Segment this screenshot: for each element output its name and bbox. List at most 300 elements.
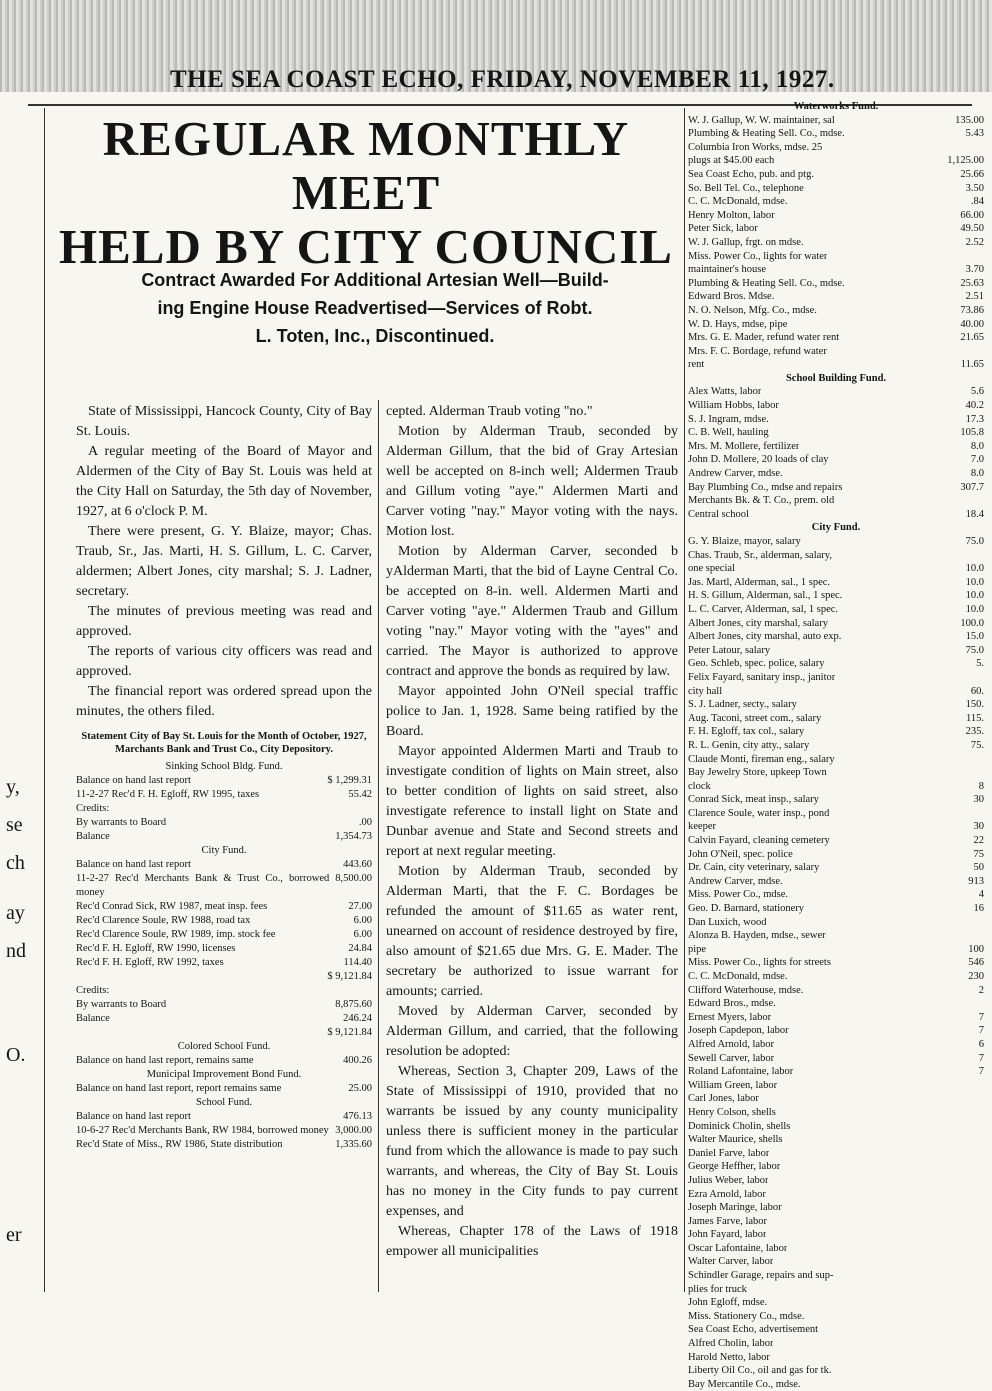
warrant-payee: Dan Luxich, wood [688, 916, 767, 928]
warrant-row [688, 698, 984, 712]
statement-row [76, 984, 372, 998]
warrant-row [688, 603, 984, 617]
statement-item: Balance on hand last report [76, 775, 191, 786]
warrant-row [688, 250, 984, 264]
warrant-amount: 15.0 [965, 631, 984, 643]
warrant-payee: L. C. Carver, Alderman, sal, 1 spec. [688, 603, 839, 615]
paragraph: A regular meeting of the Board of Mayor and Aldermen of the City of Bay St. Louis was held at the City Hall on Saturday, the 5th day of November, 1927, at 6 o'clock P. M. [76, 444, 372, 519]
warrant-payee: Walter Carver, labor [688, 1256, 774, 1268]
statement-amount: 1,335.60 [335, 1139, 372, 1150]
statement-amount: 246.24 [343, 1013, 372, 1024]
warrant-amount: 8.0 [970, 468, 984, 480]
statement-title: Statement City of Bay St. Louis for the Month of October, 1927, Marchants Bank and Trust Co., City Depository. [81, 731, 367, 755]
warrant-payee: Miss. Stationery Co., mdse. [688, 1310, 805, 1322]
warrant-payee: Miss. Power Co., mdse. [688, 889, 789, 901]
statement-row [76, 872, 372, 900]
warrant-row [688, 1215, 984, 1229]
warrant-row [688, 1065, 984, 1079]
statement-row [76, 970, 372, 984]
warrant-amount: .84 [970, 196, 984, 208]
warrant-amount: 3.50 [965, 182, 984, 194]
warrant-row [688, 1011, 984, 1025]
statement-amount: 114.40 [343, 957, 372, 968]
warrant-payee: Mrs. G. E. Mader, refund water rent [688, 332, 840, 344]
column-rule-left [44, 108, 45, 1292]
statement-row [76, 858, 372, 872]
warrant-payee: Merchants Bk. & T. Co., prem. old [688, 495, 835, 507]
left-fragment: O. [6, 1044, 26, 1066]
warrant-row [688, 1310, 984, 1324]
warrant-amount: 10.0 [965, 590, 984, 602]
warrant-amount: 30 [973, 794, 984, 806]
statement-item: Balance on hand last report, remains same [76, 1055, 254, 1066]
warrant-row [688, 263, 984, 277]
warrant-payee: Roland Lafontaine, labor [688, 1066, 794, 1078]
warrant-amount: 115. [966, 712, 984, 724]
warrant-payee: R. L. Genin, city atty., salary [688, 739, 810, 751]
warrant-row [688, 766, 984, 780]
warrant-row [688, 725, 984, 739]
headline [52, 112, 680, 274]
warrant-payee: James Farve, labor [688, 1215, 768, 1227]
warrant-amount: 5. [976, 658, 984, 670]
warrant-row [688, 168, 984, 182]
warrant-amount: 21.65 [960, 332, 984, 344]
warrant-payee: Felix Fayard, sanitary insp., janitor [688, 671, 836, 683]
statement-item: Rec'd Conrad Sick, RW 1987, meat insp. fees [76, 901, 268, 912]
warrant-payee: Peter Latour, salary [688, 644, 771, 656]
warrant-payee: Aug. Taconi, street com., salary [688, 712, 822, 724]
statement-row [76, 1012, 372, 1026]
article-column-1 [76, 402, 372, 1152]
warrant-payee: W. D. Hays, mdse, pipe [688, 318, 788, 330]
warrant-amount: 11.65 [960, 359, 984, 371]
warrant-payee: S. J. Ladner, secty., salary [688, 699, 797, 711]
warrant-row [688, 535, 984, 549]
warrant-payee: Ernest Myers, labor [688, 1011, 772, 1023]
warrant-amount: 75. [970, 739, 984, 751]
statement-row [76, 914, 372, 928]
warrant-row [688, 1147, 984, 1161]
left-fragment: ch [6, 852, 25, 874]
warrant-payee: Bay Mercantile Co., mdse. [688, 1378, 801, 1390]
subhead-line-2: ing Engine House Readvertised—Services of Robt. [157, 298, 593, 318]
warrant-row [688, 141, 984, 155]
statement-row [76, 1110, 372, 1124]
statement-amount: $ 1,299.31 [327, 775, 372, 786]
warrant-amount: 913 [968, 875, 984, 887]
warrant-payee: S. J. Ingram, mdse. [688, 413, 769, 425]
warrant-amount: 135.00 [955, 114, 984, 126]
warrant-row [688, 1174, 984, 1188]
statement-item [76, 970, 327, 984]
warrant-amount: 30 [973, 821, 984, 833]
warrant-payee: Daniel Farve, labor [688, 1147, 770, 1159]
statement-item: By warrants to Board [76, 817, 167, 828]
statement-item: Balance [76, 1013, 110, 1024]
fund-heading: School Fund. [195, 1097, 252, 1108]
warrant-payee: Ezra Arnold, labor [688, 1188, 766, 1200]
statement-amount: 476.13 [343, 1111, 372, 1122]
warrant-payee: John Fayard, labor [688, 1229, 767, 1241]
warrant-row [688, 888, 984, 902]
warrant-row [688, 399, 984, 413]
article-column-2 [386, 402, 678, 1262]
warrant-row [688, 385, 984, 399]
column-1-paragraphs [76, 402, 372, 722]
warrant-row [688, 440, 984, 454]
warrant-payee: Mrs. F. C. Bordage, refund water [688, 345, 827, 357]
warrant-row [688, 1283, 984, 1297]
statement-amount: 6.00 [353, 929, 372, 940]
statement-row [76, 900, 372, 914]
warrant-row [688, 481, 984, 495]
warrant-payee: Albert Jones, city marshal, auto exp. [688, 631, 842, 643]
warrant-payee: Liberty Oil Co., oil and gas for tk. [688, 1365, 832, 1377]
warrant-payee: Dominick Cholin, shells [688, 1120, 791, 1132]
warrant-payee: clock [688, 780, 711, 792]
warrant-row [688, 1378, 984, 1391]
subhead-line-3: L. Toten, Inc., Discontinued. [255, 326, 495, 346]
statement-item: Rec'd State of Miss., RW 1986, State distribution [76, 1139, 283, 1150]
warrant-row [688, 807, 984, 821]
warrant-amount: 2.52 [965, 236, 984, 248]
warrant-payee: Andrew Carver, mdse. [688, 875, 783, 887]
warrant-payee: one special [688, 563, 735, 575]
warrant-payee: So. Bell Tel. Co., telephone [688, 182, 804, 194]
warrant-amount: 10.0 [965, 576, 984, 588]
warrant-payee: Walter Maurice, shells [688, 1134, 783, 1146]
warrant-row [688, 467, 984, 481]
warrant-row [688, 956, 984, 970]
warrant-row [688, 1364, 984, 1378]
paragraph: The reports of various city officers was read and approved. [76, 644, 372, 679]
statement-item: Balance on hand last report, report remains same [76, 1083, 282, 1094]
warrant-row [688, 753, 984, 767]
warrant-amount: 1,125.00 [947, 155, 984, 167]
warrant-row [688, 236, 984, 250]
fund-heading: School Building Fund. [785, 372, 887, 384]
warrant-row [688, 1255, 984, 1269]
warrant-payee: plies for truck [688, 1283, 747, 1295]
warrant-payee: Mrs. M. Mollere, fertilizer [688, 440, 800, 452]
warrant-row [688, 508, 984, 522]
warrant-amount: 10.0 [965, 563, 984, 575]
warrant-row [688, 345, 984, 359]
warrant-row [688, 739, 984, 753]
warrant-amount: 6 [978, 1038, 984, 1050]
warrant-amount: 230 [968, 971, 984, 982]
warrants-column [688, 100, 984, 1391]
warrant-payee: Bay Plumbing Co., mdse and repairs [688, 481, 843, 493]
statement-row [76, 998, 372, 1012]
warrant-row [688, 1024, 984, 1038]
warrant-payee: William Hobbs, labor [688, 400, 779, 412]
warrant-row [688, 1242, 984, 1256]
paragraph: The financial report was ordered spread upon the minutes, the others filed. [76, 684, 372, 719]
warrant-row [688, 780, 984, 794]
newspaper-masthead: THE SEA COAST ECHO, FRIDAY, NOVEMBER 11, 1927. [170, 66, 835, 93]
warrant-payee: Bay Jewelry Store, upkeep Town [688, 767, 827, 779]
warrant-row [688, 127, 984, 141]
warrant-row [688, 671, 984, 685]
warrant-payee: Alfred Cholin, labor [688, 1338, 774, 1350]
warrant-payee: Miss. Power Co., lights for streets [688, 957, 831, 969]
warrant-amount: 8 [978, 780, 984, 792]
warrant-payee: Clifford Waterhouse, mdse. [688, 984, 804, 996]
fund-heading: Sinking School Bldg. Fund. [165, 761, 283, 772]
warrant-row [688, 562, 984, 576]
warrant-payee: Clarence Soule, water insp., pond [688, 807, 830, 819]
warrant-payee: Albert Jones, city marshal, salary [688, 617, 828, 629]
warrant-row [688, 114, 984, 128]
left-fragment: y, [6, 776, 20, 798]
warrant-row [688, 290, 984, 304]
warrant-row [688, 1296, 984, 1310]
warrant-payee: Plumbing & Heating Sell. Co., mdse. [688, 128, 845, 140]
statement-amount: 8,500.00 [335, 873, 372, 884]
warrant-row [688, 1323, 984, 1337]
warrant-amount: 307.7 [960, 481, 984, 493]
warrant-payee: Andrew Carver, mdse. [688, 468, 783, 480]
warrant-row [688, 331, 984, 345]
warrant-row [688, 413, 984, 427]
statement-row [76, 956, 372, 970]
warrant-row [688, 984, 984, 998]
warrant-row [688, 195, 984, 209]
left-fragment: se [6, 814, 23, 836]
paragraph: Motion by Alderman Traub, seconded by Alderman Gillum, that the bid of Gray Artesian well be accepted on 8-inch well; Aldermen Traub and Gillum voting "aye." Aldermen Marti and Carver voting "nay." Mayor voting with the nays. Motion lost. [386, 424, 678, 539]
warrant-row [688, 902, 984, 916]
warrant-amount: 7 [978, 1025, 984, 1037]
warrant-amount: 150. [965, 699, 984, 711]
statement-item: Balance on hand last report [76, 859, 191, 870]
warrant-amount: 7.0 [970, 454, 984, 466]
statement-row [76, 1124, 372, 1138]
warrant-payee: Geo. D. Barnard, stationery [688, 903, 805, 915]
warrant-amount: 60. [970, 685, 984, 697]
warrant-payee: John O'Neil, spec. police [688, 848, 793, 860]
warrant-payee: Oscar Lafontaine, labor [688, 1242, 788, 1254]
paragraph: State of Mississippi, Hancock County, City of Bay St. Louis. [76, 404, 372, 439]
warrant-row [688, 657, 984, 671]
warrant-amount: 75.0 [965, 644, 984, 656]
warrant-payee: Schindler Garage, repairs and sup- [688, 1270, 834, 1282]
warrant-row [688, 848, 984, 862]
statement-row [76, 1054, 372, 1068]
statement-item: Rec'd Clarence Soule, RW 1989, imp. stock fee [76, 929, 276, 940]
warrant-amount: 4 [978, 889, 984, 901]
left-fragment: nd [6, 940, 26, 962]
statement-amount: 3,000.00 [335, 1125, 372, 1136]
statement-amount: 55.42 [348, 789, 372, 800]
warrant-payee: pipe [688, 943, 707, 955]
statement-row [76, 1138, 372, 1152]
warrant-payee: G. Y. Blaize, mayor, salary [688, 536, 801, 547]
statement-row [76, 1026, 372, 1040]
warrant-payee: plugs at $45.00 each [688, 155, 775, 167]
warrant-payee: Chas. Traub, Sr., alderman, salary, [688, 549, 832, 561]
warrant-amount: 5.6 [970, 386, 984, 398]
warrant-payee: Columbia Iron Works, mdse. 25 [688, 141, 823, 153]
warrant-payee: Harold Netto, labor [688, 1351, 770, 1363]
statement-amount: 400.26 [343, 1055, 372, 1066]
warrant-row [688, 453, 984, 467]
statement-row [76, 1082, 372, 1096]
warrant-row [688, 1351, 984, 1365]
warrant-payee: Julius Weber, labor [688, 1174, 769, 1186]
statement-row [76, 816, 372, 830]
left-fragment: er [6, 1224, 22, 1246]
warrant-payee: H. S. Gillum, Alderman, sal., 1 spec. [688, 590, 843, 602]
warrant-row [688, 1337, 984, 1351]
warrant-payee: Central school [688, 508, 749, 520]
warrant-amount: 17.3 [965, 413, 984, 425]
warrant-payee: F. H. Egloff, tax col., salary [688, 726, 805, 738]
statement-item: Credits: [76, 803, 110, 814]
warrant-amount: 2 [978, 984, 984, 996]
warrant-row [688, 1188, 984, 1202]
column-2-paragraphs [386, 402, 678, 1262]
warrant-amount: 235. [965, 726, 984, 738]
warrant-payee: Alfred Arnold, labor [688, 1038, 775, 1050]
subhead-line-1: Contract Awarded For Additional Artesian Well—Build- [141, 270, 609, 290]
statement-amount: $ 9,121.84 [327, 1027, 372, 1038]
warrant-payee: George Heffher, labor [688, 1161, 781, 1173]
warrant-row [688, 426, 984, 440]
warrant-row [688, 916, 984, 930]
warrant-row [688, 549, 984, 563]
warrant-payee: keeper [688, 821, 716, 833]
warrant-payee: John D. Mollere, 20 loads of clay [688, 454, 829, 466]
statement-item: Rec'd F. H. Egloff, RW 1992, taxes [76, 957, 224, 968]
warrant-amount: 22 [973, 835, 984, 847]
warrant-row [688, 1201, 984, 1215]
statement-amount: 6.00 [353, 915, 372, 926]
warrant-amount: 66.00 [960, 209, 984, 221]
warrant-amount: 25.66 [960, 168, 984, 180]
warrant-amount: 49.50 [960, 223, 984, 235]
paragraph: cepted. Alderman Traub voting "no." [386, 404, 593, 419]
warrant-row [688, 318, 984, 332]
warrant-payee: city hall [688, 685, 723, 697]
statement-amount: 27.00 [348, 901, 372, 912]
warrant-payee: C. B. Well, hauling [688, 427, 769, 439]
warrant-amount: 7 [978, 1066, 984, 1078]
statement-row [76, 942, 372, 956]
statement-amount: 1,354.73 [335, 831, 372, 842]
warrant-amount: 2.51 [965, 291, 984, 303]
statement-amount: 8,875.60 [335, 999, 372, 1010]
warrant-payee: Geo. Schleb, spec. police, salary [688, 658, 825, 670]
warrant-payee: Edward Bros. Mdse. [688, 291, 775, 303]
warrant-payee: maintainer's house [688, 264, 766, 276]
column-rule-1 [378, 400, 379, 1292]
warrant-row [688, 630, 984, 644]
warrant-payee: Sea Coast Echo, advertisement [688, 1324, 819, 1336]
warrant-row [688, 182, 984, 196]
warrant-row [688, 222, 984, 236]
statement-item: Rec'd F. H. Egloff, RW 1990, licenses [76, 943, 236, 954]
warrant-payee: Claude Monti, fireman eng., salary [688, 753, 835, 765]
warrant-row [688, 929, 984, 943]
warrant-payee: W. J. Gallup, frgt. on mdse. [688, 236, 804, 248]
financial-statement [76, 760, 372, 1152]
warrant-row [688, 358, 984, 372]
warrant-amount: 16 [973, 903, 984, 915]
warrant-amount: 100 [968, 943, 984, 955]
warrant-amount: 3.70 [965, 264, 984, 276]
warrant-row [688, 644, 984, 658]
statement-row [76, 802, 372, 816]
statement-row [76, 788, 372, 802]
warrant-payee: Joseph Maringe, labor [688, 1202, 782, 1214]
warrant-row [688, 943, 984, 957]
warrant-amount: 75.0 [965, 536, 984, 547]
statement-amount: 24.84 [348, 943, 372, 954]
warrant-amount: 5.43 [965, 128, 984, 140]
fund-heading: Waterworks Fund. [793, 101, 879, 112]
warrant-amount: 100.0 [960, 617, 984, 629]
warrant-row [688, 1120, 984, 1134]
subheadline [50, 266, 700, 350]
warrant-row [688, 304, 984, 318]
warrant-payee: Sewell Carver, labor [688, 1052, 775, 1064]
warrant-row [688, 576, 984, 590]
warrant-row [688, 1092, 984, 1106]
paragraph: Mayor appointed Aldermen Marti and Traub to investigate condition of lights on Main street, also to better condition of lights on said street, also investigate reference to install light on State and Dunbar avenue and State and Second streets and report at next regular meeting. [386, 744, 678, 859]
warrant-payee: William Green, labor [688, 1079, 778, 1091]
warrant-amount: 7 [978, 1011, 984, 1023]
paragraph: There were present, G. Y. Blaize, mayor; Chas. Traub, Sr., Jas. Marti, H. S. Gillum, L. C. Carver, aldermen; Albert Jones, city marshal; S. J. Ladner, secretary. [76, 524, 372, 599]
warrant-row [688, 1106, 984, 1120]
headline-line-1: REGULAR MONTHLY MEET [102, 111, 630, 220]
statement-item: Credits: [76, 985, 110, 996]
warrant-row [688, 875, 984, 889]
paragraph: Mayor appointed John O'Neil special traffic police to Jan. 1, 1928. Same being ratified by the Board. [386, 684, 678, 739]
warrant-row [688, 712, 984, 726]
warrant-payee: Conrad Sick, meat insp., salary [688, 794, 819, 806]
warrant-amount: 50 [973, 862, 984, 874]
warrant-payee: Miss. Power Co., lights for water [688, 250, 828, 262]
paragraph: Whereas, Chapter 178 of the Laws of 1918 empower all municipalities [386, 1224, 678, 1259]
fund-heading: City Fund. [201, 845, 247, 856]
warrant-payee: Alex Watts, labor [688, 386, 762, 398]
statement-amount: 443.60 [343, 859, 372, 870]
warrant-payee: N. O. Nelson, Mfg. Co., mdse. [688, 304, 817, 316]
paragraph: Motion by Alderman Traub, seconded by Alderman Marti, that the F. C. Bordages be refunded the amount of $11.65 as water rent, unearned on account of residence destroyed by fire, also amount of $21.65 due Mrs. G. E. Mader. The secretary be authorized to issue warrant for amounts; carried. [386, 864, 678, 999]
warrant-row [688, 1079, 984, 1093]
warrant-row [688, 793, 984, 807]
warrant-row [688, 1038, 984, 1052]
warrant-row [688, 685, 984, 699]
warrant-payee: Sea Coast Echo, pub. and ptg. [688, 168, 814, 180]
warrant-payee: rent [688, 359, 705, 371]
warrant-payee: Jas. Martl, Alderman, sal., 1 spec. [688, 576, 831, 588]
warrant-payee: Henry Molton, labor [688, 209, 775, 221]
statement-row [76, 830, 372, 844]
warrant-amount: 40.2 [965, 400, 984, 412]
warrant-row [688, 1052, 984, 1066]
paragraph: Whereas, Section 3, Chapter 209, Laws of the State of Mississippi of 1910, provided that no warrants be issued by any county municipality unless there is sufficient money in the particular fund from which the allowance is made to pay such warrants, and whereas, the City of Bay St. Louis has no money in the City funds to pay current expenses, and [386, 1064, 678, 1219]
warrant-row [688, 997, 984, 1011]
warrant-payee: C. C. McDonald, mdse. [688, 196, 788, 208]
paragraph: The minutes of previous meeting was read and approved. [76, 604, 372, 639]
warrant-row [688, 820, 984, 834]
warrant-amount: 546 [968, 957, 984, 969]
statement-amount: 25.00 [348, 1083, 372, 1094]
warrant-row [688, 970, 984, 984]
